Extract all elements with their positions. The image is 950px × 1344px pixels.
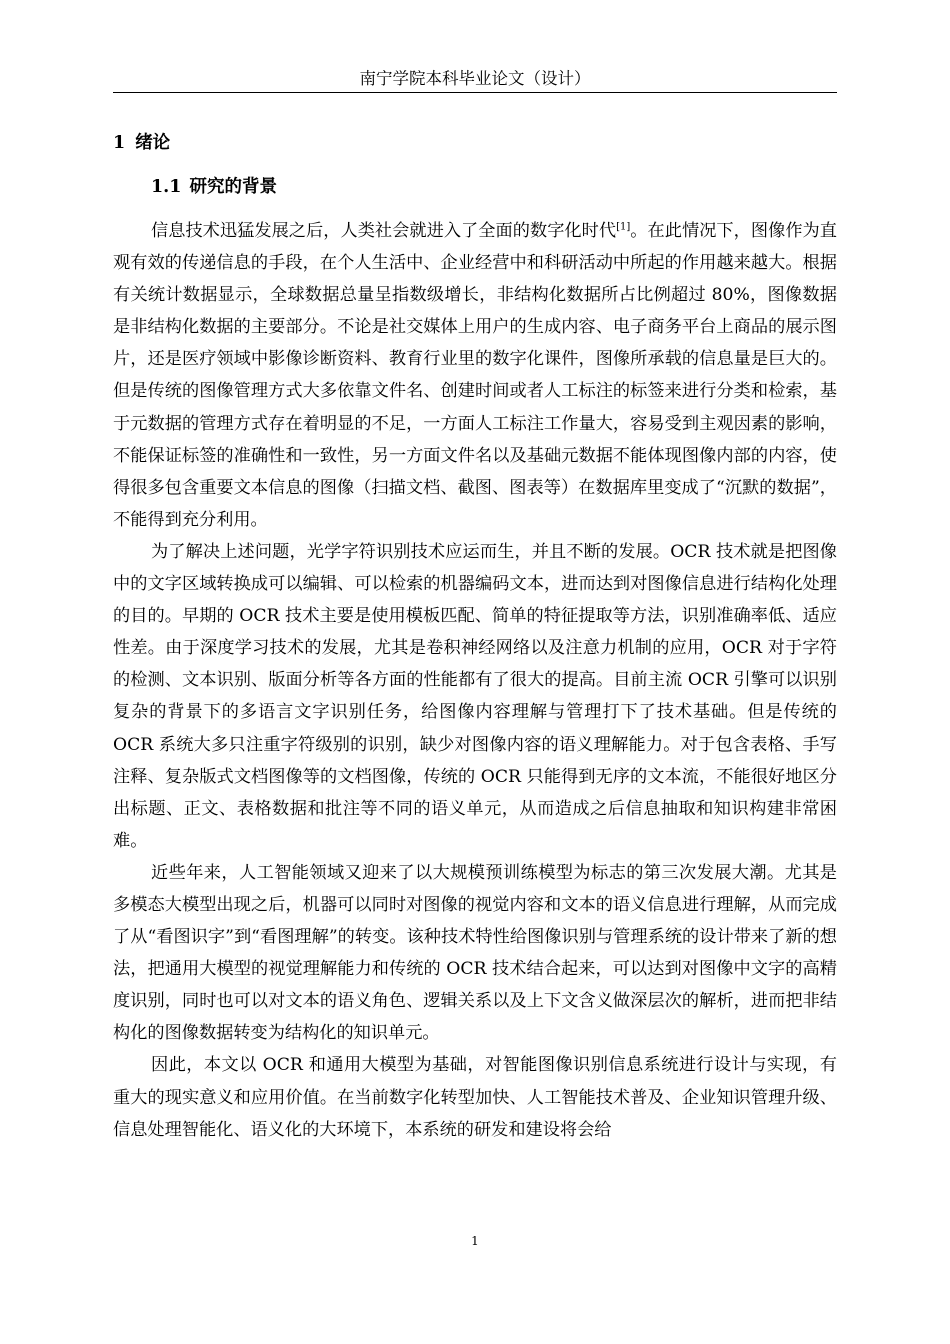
page-header-title: 南宁学院本科毕业论文（设计） [359,69,591,88]
paragraph-text: 。在此情况下，图像作为直观有效的传递信息的手段，在个人生活中、企业经营中和科研活动中所起的作用越来越大。根据有关统计数据显示，全球数据总量呈指数级增长，非结构化数据所占比例超过 80%，图像数据是非结构化数据的主要部分。不论是社交媒体上用户的生成内容、电子商务平台上商品的展示图片，还是医疗领域中影像诊断资料、教育行业里的数字化课件，图像所承载的信息量是巨大的。但是传统的图像管理方式大多依靠文件名、创建时间或者人工标注的标签来进行分类和检索，基于元数据的管理方式存在着明显的不足，一方面人工标注工作量大，容易受到主观因素的影响，不能保证标签的准确性和一致性，另一方面文件名以及基础元数据不能体现图像内部的内容，使得很多包含重要文本信息的图像（扫描文档、截图、图表等）在数据库里变成了“沉默的数据”，不能得到充分利用。 [113,221,837,530]
body-text [113,215,837,1146]
section-number: 1 [113,133,126,153]
paragraph-text: 信息技术迅猛发展之后，人类社会就进入了全面的数字化时代 [151,221,617,241]
subsection-number: 1.1 [151,177,182,197]
paragraph: 为了解决上述问题，光学字符识别技术应运而生，并且不断的发展。OCR 技术就是把图像中的文字区域转换成可以编辑、可以检索的机器编码文本，进而达到对图像信息进行结构化处理的目的。早期的 OCR 技术主要是使用模板匹配、简单的特征提取等方法，识别准确率低、适应性差。由于深度学习技术的发展，尤其是卷积神经网络以及注意力机制的应用，OCR 对于字符的检测、文本识别、版面分析等各方面的性能都有了很大的提高。目前主流 OCR 引擎可以识别复杂的背景下的多语言文字识别任务，给图像内容理解与管理打下了技术基础。但是传统的 OCR 系统大多只注重字符级别的识别，缺少对图像内容的语义理解能力。对于包含表格、手写注释、复杂版式文档图像等的文档图像，传统的 OCR 只能得到无序的文本流，不能很好地区分出标题、正文、表格数据和批注等不同的语义单元，从而造成之后信息抽取和知识构建非常困难。 [113,541,837,851]
header-divider [113,92,837,93]
section-heading [113,131,170,155]
subsection-heading [151,175,277,199]
page-number: 1 [471,1234,479,1248]
paragraph: 近些年来，人工智能领域又迎来了以大规模预训练模型为标志的第三次发展大潮。尤其是多模态大模型出现之后，机器可以同时对图像的视觉内容和文本的语义信息进行理解，从而完成了从“看图识字”到“看图理解”的转变。该种技术特性给图像识别与管理系统的设计带来了新的想法，把通用大模型的视觉理解能力和传统的 OCR 技术结合起来，可以达到对图像中文字的高精度识别，同时也可以对文本的语义角色、逻辑关系以及上下文含义做深层次的解析，进而把非结构化的图像数据转变为结构化的知识单元。 [113,862,837,1044]
paragraph: 因此，本文以 OCR 和通用大模型为基础，对智能图像识别信息系统进行设计与实现，有重大的现实意义和应用价值。在当前数字化转型加快、人工智能技术普及、企业知识管理升级、信息处理智能化、语义化的大环境下，本系统的研发和建设将会给 [113,1055,837,1140]
subsection-title: 研究的背景 [189,177,277,197]
section-title: 绪论 [135,133,171,153]
paragraph [113,215,837,536]
citation-ref: [1] [616,221,631,233]
